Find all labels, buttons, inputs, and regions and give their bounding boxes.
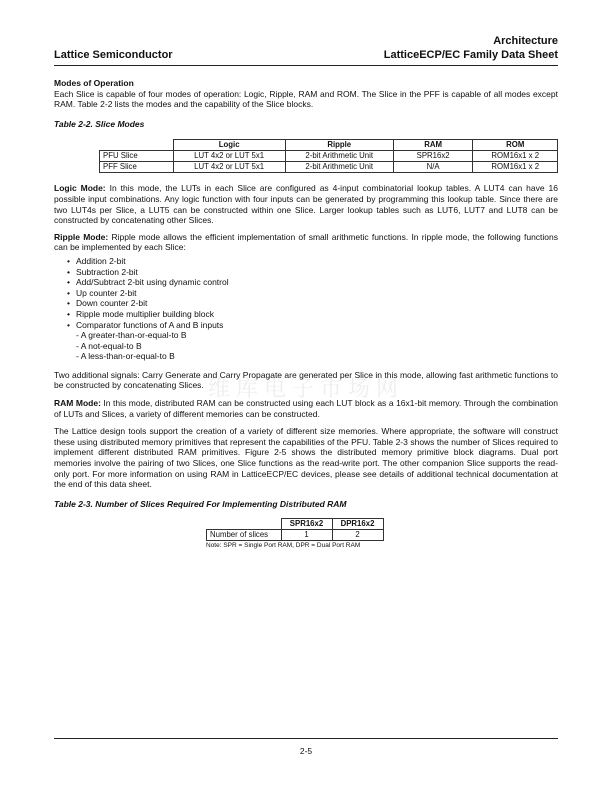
comparator-sub-list: [54, 330, 558, 362]
table-cell: ROM16x1 x 2: [473, 151, 558, 162]
ripple-mode-text: Ripple mode allows the efficient implementation of small arithmetic functions. In ripple mode, the following functions can be implemented by each Slice:: [54, 231, 558, 253]
table-header-cell: ROM: [473, 140, 558, 151]
header-section: Architecture: [493, 35, 558, 47]
ram-mode-text: In this mode, distributed RAM can be constructed using each LUT block as a 16x1-bit memory. Through the combination of LUTs and Slices, a variety of different memories can be constructed.: [54, 398, 558, 419]
table-cell: ROM16x1 x 2: [473, 162, 558, 173]
header-rule: [54, 65, 558, 66]
table-cell: LUT 4x2 or LUT 5x1: [173, 162, 285, 173]
bullet-icon: •: [67, 266, 70, 277]
table-header-cell: Logic: [173, 140, 285, 151]
table-cell: 2: [332, 530, 383, 541]
list-item: • Addition 2-bit: [67, 255, 126, 266]
table-2-3-caption: Table 2-3. Number of Slices Required For Implementing Distributed RAM: [54, 498, 347, 509]
logic-mode-lead: Logic Mode:: [54, 183, 106, 194]
sub-list-item: - A greater-than-or-equal-to B: [76, 330, 187, 341]
table-cell: Number of slices: [207, 530, 282, 541]
table-2-3-note: Note: SPR = Single Port RAM, DPR = Dual Port RAM: [206, 542, 361, 550]
table-row: [100, 151, 558, 162]
table-cell: LUT 4x2 or LUT 5x1: [173, 151, 285, 162]
modes-paragraph: Each Slice is capable of four modes of operation: Logic, Ripple, RAM and ROM. The Slice in the PFF is capable of all modes except RAM. Table 2-2 lists the modes and the capability of the Slice blocks.: [54, 88, 558, 110]
header-doc-title: LatticeECP/EC Family Data Sheet: [383, 49, 558, 61]
table-header-cell: DPR16x2: [332, 519, 383, 530]
list-item: • Subtraction 2-bit: [67, 266, 138, 277]
sub-list-item: - A less-than-or-equal-to B: [76, 351, 175, 362]
page-number: 2-5: [299, 746, 313, 756]
ram-mode-lead: RAM Mode:: [54, 398, 101, 409]
table-row: [100, 162, 558, 173]
ram-mode-paragraph: [54, 398, 558, 419]
list-item: • Up counter 2-bit: [67, 287, 137, 298]
table-header-cell: RAM: [393, 140, 473, 151]
table-cell: N/A: [393, 162, 473, 173]
table-header-row: [100, 140, 558, 151]
table-cell: PFF Slice: [100, 162, 174, 173]
bullet-icon: •: [67, 308, 70, 319]
bullet-icon: •: [67, 319, 70, 330]
logic-mode-paragraph: [54, 183, 558, 225]
ripple-mode-lead: Ripple Mode:: [54, 231, 109, 242]
table-header-cell: SPR16x2: [281, 519, 332, 530]
watermark: 维库电子市场网: [207, 377, 404, 402]
distributed-ram-table: [206, 518, 384, 541]
design-tools-paragraph: The Lattice design tools support the creation of a variety of different size memories. Where appropriate, the software will construct these using distributed memory primitives that represent the capabilities of the PFU. Table 2-3 shows the number of Slices required to implement different distributed RAM primitives. Figure 2-5 shows the distributed memory primitive block diagrams. Dual port memories involve the pairing of two Slices, one Slice functions as the read-write port. The other companion Slice supports the read-only port. For more information on using RAM in LatticeECP/EC devices, please see details of additional technical documentation at the end of this data sheet.: [54, 426, 558, 490]
bullet-icon: •: [67, 277, 70, 288]
footer-rule: [54, 738, 558, 739]
logic-mode-text: In this mode, the LUTs in each Slice are configured as 4-input combinatorial lookup tables. A LUT4 can have 16 possible input combinations. Any logic function with four inputs can be generated by programming this lookup table. Since there are two LUT4s per Slice, a LUT5 can be constructed within one Slice. Larger lookup tables such as LUT6, LUT7 and LUT8 can be constructed by concatenating other Slices.: [54, 183, 558, 226]
bullet-icon: •: [67, 255, 70, 266]
main-content: [54, 78, 558, 550]
carry-paragraph: Two additional signals: Carry Generate and Carry Propagate are generated per Slice in this mode, allowing fast arithmetic functions to be constructed by concatenating Slices.: [54, 369, 558, 391]
list-item: • Down counter 2-bit: [67, 298, 148, 309]
bullet-icon: •: [67, 287, 70, 298]
bullet-icon: •: [67, 298, 70, 309]
slice-modes-table: [99, 139, 558, 173]
list-item: • Comparator functions of A and B inputs: [67, 319, 224, 330]
modes-title: Modes of Operation: [54, 78, 134, 88]
sub-list-item: - A not-equal-to B: [76, 340, 142, 351]
table-cell: 2-bit Arithmetic Unit: [285, 151, 393, 162]
table-cell: PFU Slice: [100, 151, 174, 162]
list-item: • Ripple mode multiplier building block: [67, 308, 214, 319]
table-header-cell: Ripple: [285, 140, 393, 151]
ripple-function-list: [54, 256, 558, 330]
table-header-row: [207, 519, 384, 530]
table-cell: 1: [281, 530, 332, 541]
table-row: [207, 530, 384, 541]
table-2-2-caption: Table 2-2. Slice Modes: [54, 118, 145, 129]
list-item: • Add/Subtract 2-bit using dynamic control: [67, 277, 229, 288]
ripple-mode-paragraph: [54, 232, 558, 253]
table-cell: SPR16x2: [393, 151, 473, 162]
header-company: Lattice Semiconductor: [54, 49, 173, 61]
table-cell: 2-bit Arithmetic Unit: [285, 162, 393, 173]
